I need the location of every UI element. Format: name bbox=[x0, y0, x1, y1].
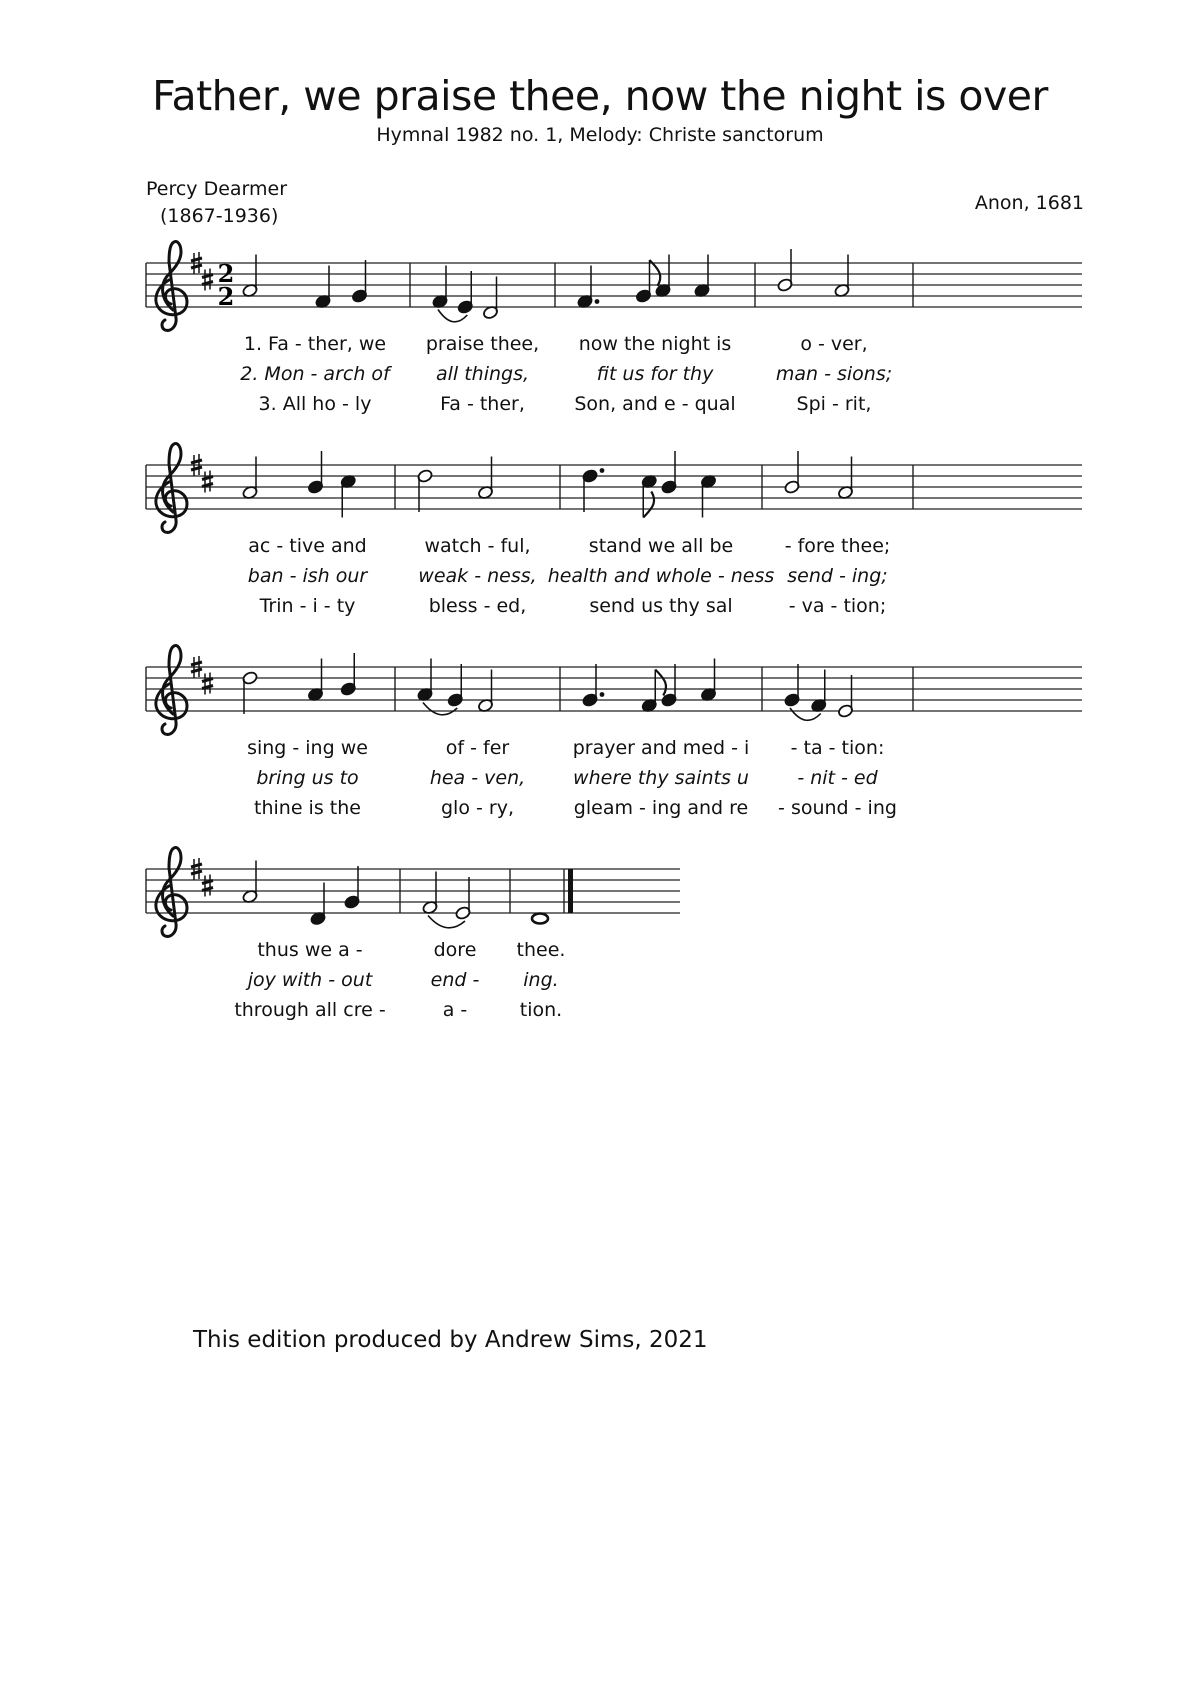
note bbox=[694, 255, 711, 298]
note bbox=[307, 451, 324, 494]
note bbox=[655, 255, 672, 298]
lyric-verse-3: through all cre - bbox=[234, 999, 386, 1021]
note bbox=[344, 866, 361, 909]
lyric-verse-3: send us thy sal bbox=[589, 595, 733, 617]
lyric-verse-3: thine is the bbox=[254, 797, 361, 819]
sharp-icon bbox=[202, 471, 213, 493]
note bbox=[661, 451, 678, 494]
lyric-verse-3: tion. bbox=[519, 999, 563, 1021]
note bbox=[242, 671, 259, 714]
page-subtitle: Hymnal 1982 no. 1, Melody: Christe sanctorum bbox=[376, 124, 824, 146]
note bbox=[582, 468, 605, 512]
music-system bbox=[146, 847, 680, 1021]
notehead bbox=[532, 914, 548, 924]
lyric-verse-1: thus we a - bbox=[257, 939, 363, 961]
note bbox=[351, 260, 368, 303]
note bbox=[641, 670, 666, 713]
note bbox=[477, 457, 494, 500]
lyric-verse-2: joy with - out bbox=[247, 969, 373, 991]
note-flag bbox=[655, 670, 666, 696]
note bbox=[242, 457, 259, 500]
lyric-verse-3: bless - ed, bbox=[428, 595, 527, 617]
note bbox=[641, 474, 658, 517]
sharp-icon bbox=[202, 673, 213, 695]
author-name: Percy Dearmer bbox=[146, 178, 288, 200]
lyric-verse-3: Trin - i - ty bbox=[259, 595, 356, 617]
lyric-verse-3: Spi - rit, bbox=[796, 393, 872, 415]
lyric-verse-1: - fore thee; bbox=[784, 535, 891, 557]
lyric-verse-2: send - ing; bbox=[787, 565, 888, 587]
note bbox=[784, 451, 801, 494]
lyric-verse-2: man - sions; bbox=[775, 363, 893, 385]
note bbox=[242, 255, 259, 298]
treble-clef-icon bbox=[156, 241, 187, 330]
lyric-verse-3: glo - ry, bbox=[441, 797, 514, 819]
lyric-verse-2: end - bbox=[430, 969, 480, 991]
page-title: Father, we praise thee, now the night is over bbox=[152, 72, 1048, 120]
music-system bbox=[146, 443, 1082, 617]
note bbox=[417, 469, 434, 512]
note bbox=[661, 664, 678, 707]
note bbox=[777, 249, 794, 292]
lyric-verse-1: stand we all be bbox=[588, 535, 734, 557]
note bbox=[700, 659, 717, 702]
lyric-verse-2: hea - ven, bbox=[429, 767, 526, 789]
lyric-verse-1: thee. bbox=[516, 939, 566, 961]
augmentation-dot bbox=[600, 468, 605, 473]
treble-clef-icon bbox=[156, 847, 187, 936]
note bbox=[482, 277, 499, 320]
lyric-verse-2: - nit - ed bbox=[797, 767, 878, 789]
note bbox=[432, 266, 449, 309]
note bbox=[635, 260, 660, 303]
lyric-verse-1: dore bbox=[433, 939, 477, 961]
lyric-verse-2: bring us to bbox=[256, 767, 359, 789]
sharp-icon bbox=[202, 269, 213, 291]
note bbox=[837, 457, 854, 500]
augmentation-dot bbox=[595, 299, 600, 304]
lyric-verse-1: praise thee, bbox=[425, 333, 540, 355]
lyric-verse-1: sing - ing we bbox=[247, 737, 368, 759]
lyric-verse-2: ban - ish our bbox=[247, 565, 368, 587]
lyric-verse-1: - ta - tion: bbox=[790, 737, 885, 759]
lyric-verse-1: watch - ful, bbox=[424, 535, 531, 557]
composer-credit: Anon, 1681 bbox=[974, 192, 1084, 214]
note bbox=[242, 861, 259, 904]
note bbox=[315, 266, 332, 309]
lyric-verse-2: all things, bbox=[435, 363, 530, 385]
note bbox=[700, 474, 717, 517]
note bbox=[340, 474, 357, 517]
lyric-verse-3: - va - tion; bbox=[788, 595, 887, 617]
music-system bbox=[146, 645, 1082, 819]
lyric-verse-3: Son, and e - qual bbox=[574, 393, 736, 415]
time-signature-bottom: 2 bbox=[217, 282, 235, 311]
note bbox=[422, 872, 439, 915]
note bbox=[455, 877, 472, 920]
lyric-verse-1: ac - tive and bbox=[248, 535, 367, 557]
note bbox=[810, 670, 827, 713]
music-system bbox=[146, 241, 1082, 415]
lyric-verse-3: 3. All ho - ly bbox=[258, 393, 372, 415]
note bbox=[340, 653, 357, 696]
lyric-verse-3: gleam - ing and re bbox=[573, 797, 749, 819]
note bbox=[582, 664, 605, 707]
lyric-verse-3: Fa - ther, bbox=[440, 393, 525, 415]
note bbox=[784, 664, 801, 707]
note bbox=[457, 271, 474, 314]
time-signature-top: 2 bbox=[217, 259, 235, 288]
augmentation-dot bbox=[600, 692, 605, 697]
music-systems bbox=[146, 241, 1082, 1021]
lyric-verse-2: 2. Mon - arch of bbox=[240, 363, 390, 385]
note bbox=[310, 883, 327, 926]
lyric-verse-2: fit us for thy bbox=[596, 363, 714, 385]
treble-clef-icon bbox=[156, 645, 187, 734]
note bbox=[307, 659, 324, 702]
author-dates: (1867-1936) bbox=[160, 205, 279, 227]
lyric-verse-1: prayer and med - i bbox=[572, 737, 750, 759]
note-flag bbox=[650, 260, 661, 286]
note bbox=[577, 266, 600, 309]
lyric-verse-1: now the night is bbox=[578, 333, 732, 355]
lyric-verse-3: a - bbox=[442, 999, 468, 1021]
lyric-verse-1: of - fer bbox=[445, 737, 510, 759]
edition-credit: This edition produced by Andrew Sims, 2021 bbox=[193, 1327, 708, 1353]
sharp-icon bbox=[202, 875, 213, 897]
lyric-verse-1: 1. Fa - ther, we bbox=[243, 333, 387, 355]
final-barline bbox=[568, 869, 573, 913]
lyric-verse-3: - sound - ing bbox=[778, 797, 897, 819]
lyric-verse-2: ing. bbox=[523, 969, 559, 991]
note-flag bbox=[643, 492, 654, 518]
note bbox=[447, 664, 464, 707]
note bbox=[834, 255, 851, 298]
note bbox=[417, 659, 434, 702]
lyric-verse-2: weak - ness, bbox=[418, 565, 537, 587]
lyric-verse-2: health and whole - ness bbox=[547, 565, 775, 587]
note bbox=[837, 675, 854, 718]
note bbox=[477, 670, 494, 713]
lyric-verse-1: o - ver, bbox=[800, 333, 868, 355]
lyric-verse-2: where thy saints u bbox=[573, 767, 749, 789]
note bbox=[532, 914, 548, 924]
treble-clef-icon bbox=[156, 443, 187, 532]
